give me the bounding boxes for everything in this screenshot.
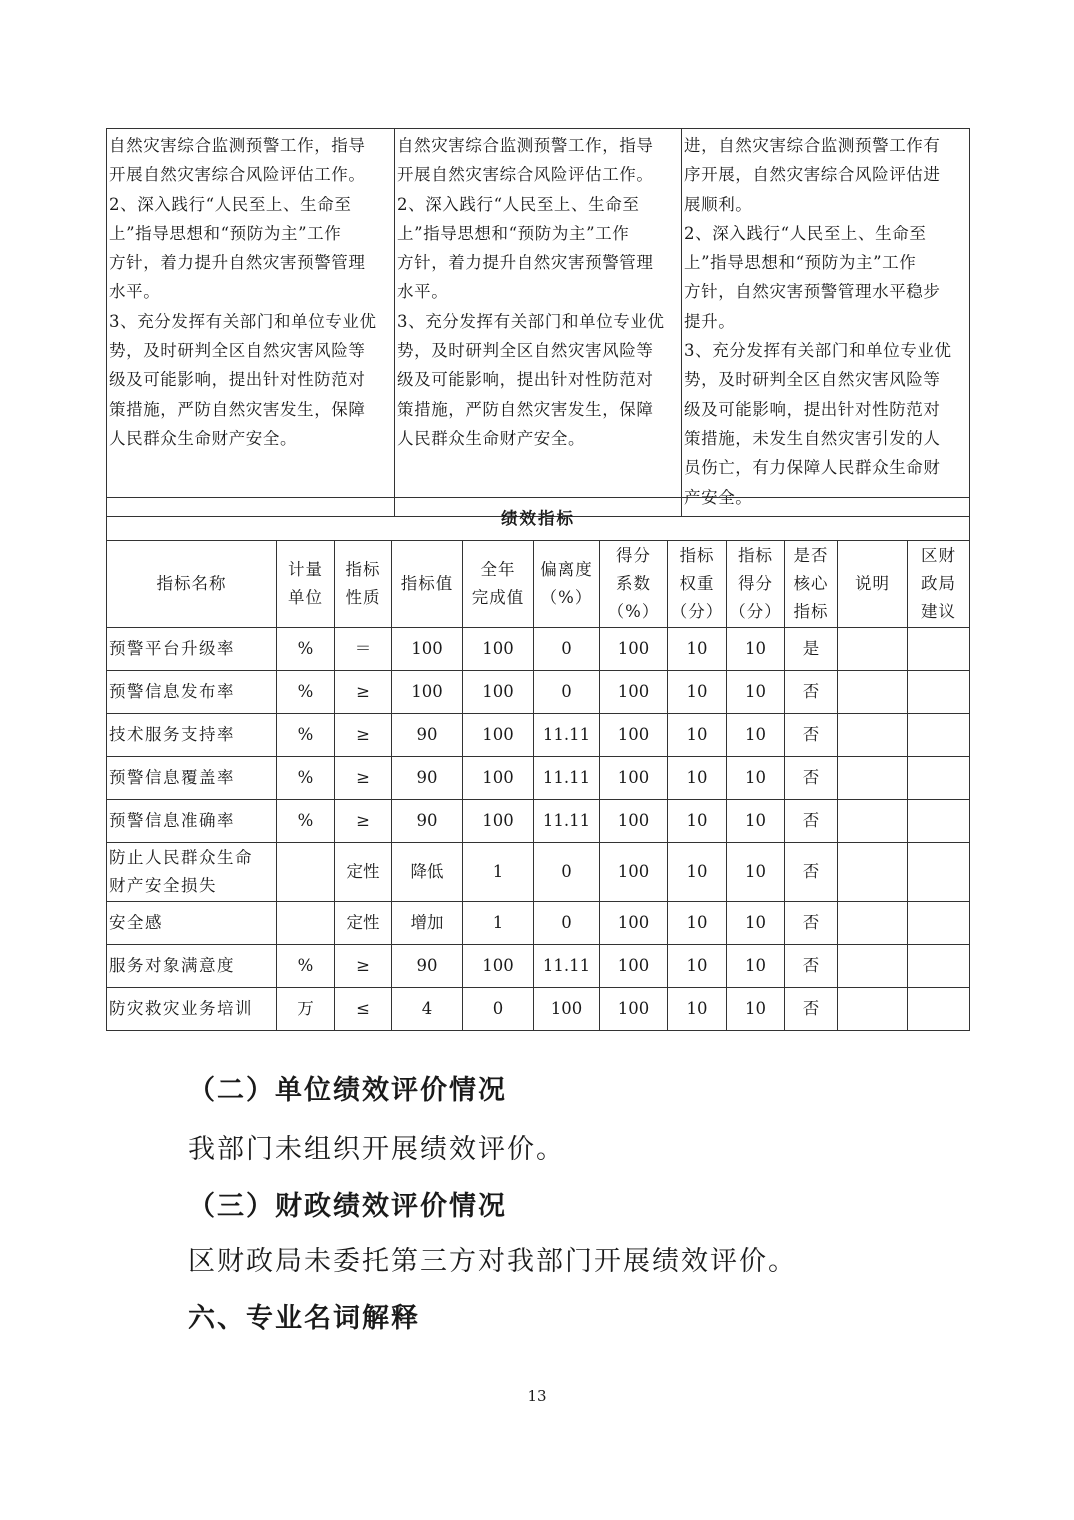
goals-line: 上”指导思想和“预防为主”工作 [109, 223, 342, 243]
cell-deviation: 0 [534, 628, 600, 671]
header-text: 建议 [921, 602, 956, 621]
cell-deviation: 100 [534, 988, 600, 1031]
cell-deviation: 11.11 [534, 800, 600, 843]
indicator-name-cell [107, 902, 277, 945]
cell-coef: 100 [600, 671, 668, 714]
cell-nature: ≥ [335, 945, 392, 988]
cell-target: 降低 [392, 843, 463, 902]
header-indicator-name [107, 541, 277, 628]
header-text: 指标名称 [156, 574, 227, 593]
header-text: （%） [607, 602, 660, 621]
goals-line: 开展自然灾害综合风险评估工作。 [109, 165, 366, 185]
goals-line: 提升。 [684, 311, 736, 331]
goals-line: 2、深入践行“人民至上、生命至 [397, 194, 640, 214]
cell-weight: 10 [668, 988, 727, 1031]
goals-line: 上”指导思想和“预防为主”工作 [684, 253, 917, 273]
indicator-name: 预警信息覆盖率 [109, 768, 235, 787]
header-text: 完成值 [471, 588, 525, 607]
cell-note [838, 843, 908, 902]
goals-line: 策措施，严防自然灾害发生，保障 [397, 399, 654, 419]
header-text: 系数 [616, 574, 651, 593]
cell-advice [908, 988, 970, 1031]
header-text: 指标值 [400, 574, 454, 593]
header-finance-advice [908, 541, 970, 628]
header-is-core [785, 541, 838, 628]
goals-line: 进，自然灾害综合监测预警工作有 [684, 136, 941, 155]
cell-actual: 100 [463, 800, 534, 843]
goals-line: 方针，着力提升自然灾害预警管理 [397, 253, 654, 273]
indicator-name-cell [107, 843, 277, 902]
cell-core: 否 [785, 800, 838, 843]
goals-line: 产安全。 [684, 487, 753, 507]
cell-advice [908, 671, 970, 714]
cell-core: 否 [785, 902, 838, 945]
indicator-name: 安全感 [109, 913, 163, 932]
header-nature [335, 541, 392, 628]
performance-indicators-table [106, 497, 970, 1031]
header-text: （分） [729, 602, 782, 621]
goals-row [107, 129, 970, 517]
header-text: 指标 [738, 546, 773, 565]
indicator-name: 预警信息准确率 [109, 811, 235, 830]
cell-weight: 10 [668, 757, 727, 800]
cell-deviation: 0 [534, 843, 600, 902]
cell-target: 90 [392, 945, 463, 988]
goals-line: 势，及时研判全区自然灾害风险等 [684, 370, 941, 390]
cell-target: 90 [392, 800, 463, 843]
cell-target: 100 [392, 671, 463, 714]
terms-heading: 六、专业名词解释 [188, 1303, 420, 1334]
cell-deviation: 11.11 [534, 757, 600, 800]
cell-actual: 100 [463, 628, 534, 671]
goals-line: 序开展，自然灾害综合风险评估进 [684, 165, 941, 185]
cell-advice [908, 800, 970, 843]
cell-coef: 100 [600, 843, 668, 902]
cell-unit: % [277, 945, 335, 988]
finance-eval-text: 区财政局未委托第三方对我部门开展绩效评价。 [188, 1246, 797, 1277]
goals-line: 3、充分发挥有关部门和单位专业优 [684, 341, 952, 361]
cell-nature: ≤ [335, 988, 392, 1031]
cell-advice [908, 714, 970, 757]
cell-nature: ≥ [335, 714, 392, 757]
cell-advice [908, 628, 970, 671]
cell-score: 10 [727, 988, 785, 1031]
table-row [107, 628, 970, 671]
goals-cell-actual-target [395, 129, 682, 517]
cell-coef: 100 [600, 757, 668, 800]
goals-line: 自然灾害综合监测预警工作，指导 [397, 136, 654, 155]
cell-actual: 100 [463, 945, 534, 988]
cell-target: 90 [392, 757, 463, 800]
cell-core: 否 [785, 714, 838, 757]
cell-score: 10 [727, 800, 785, 843]
header-text: 计量 [288, 560, 323, 579]
goals-line: 水平。 [397, 282, 449, 302]
finance-eval-heading: （三）财政绩效评价情况 [188, 1191, 507, 1222]
unit-eval-text: 我部门未组织开展绩效评价。 [188, 1134, 565, 1165]
cell-deviation: 0 [534, 671, 600, 714]
cell-score: 10 [727, 628, 785, 671]
cell-score: 10 [727, 902, 785, 945]
cell-coef: 100 [600, 902, 668, 945]
cell-score: 10 [727, 757, 785, 800]
cell-unit [277, 902, 335, 945]
goals-cell-completion [682, 129, 970, 517]
unit-eval-heading: （二）单位绩效评价情况 [188, 1075, 507, 1106]
cell-core: 否 [785, 757, 838, 800]
header-text: 是否 [793, 546, 829, 565]
cell-nature: 定性 [335, 843, 392, 902]
header-text: 全年 [480, 560, 516, 579]
cell-actual: 1 [463, 902, 534, 945]
cell-deviation: 11.11 [534, 714, 600, 757]
goals-line: 自然灾害综合监测预警工作，指导 [109, 136, 366, 155]
goals-line: 2、深入践行“人民至上、生命至 [684, 223, 927, 243]
header-text: 政局 [921, 574, 956, 593]
table-row [107, 757, 970, 800]
page-number: 13 [527, 1387, 547, 1405]
goals-line: 员伤亡，有力保障人民群众生命财 [684, 458, 941, 478]
cell-unit: % [277, 800, 335, 843]
indicator-name-cell [107, 800, 277, 843]
cell-actual: 0 [463, 988, 534, 1031]
cell-unit: % [277, 671, 335, 714]
cell-unit: 万 [277, 988, 335, 1031]
goals-line: 人民群众生命财产安全。 [109, 428, 298, 448]
cell-actual: 1 [463, 843, 534, 902]
indicator-name-cell [107, 757, 277, 800]
cell-weight: 10 [668, 843, 727, 902]
cell-unit: % [277, 628, 335, 671]
cell-note [838, 800, 908, 843]
indicator-name: 防止人民群众生命 [109, 848, 253, 867]
cell-actual: 100 [463, 714, 534, 757]
indicator-name-cell [107, 988, 277, 1031]
cell-nature: 定性 [335, 902, 392, 945]
goals-table [106, 128, 970, 517]
cell-score: 10 [727, 945, 785, 988]
indicator-name-cell [107, 945, 277, 988]
cell-note [838, 671, 908, 714]
goals-line: 2、深入践行“人民至上、生命至 [109, 194, 352, 214]
indicators-title: 绩效指标 [107, 498, 970, 541]
cell-unit: % [277, 757, 335, 800]
header-text: 指标 [345, 560, 381, 579]
header-note [838, 541, 908, 628]
header-score [727, 541, 785, 628]
table-row [107, 988, 970, 1031]
table-row [107, 902, 970, 945]
indicator-name: 技术服务支持率 [109, 725, 235, 744]
cell-core: 否 [785, 671, 838, 714]
goals-line: 水平。 [109, 282, 161, 302]
cell-coef: 100 [600, 714, 668, 757]
cell-weight: 10 [668, 628, 727, 671]
table-row [107, 671, 970, 714]
goals-line: 级及可能影响，提出针对性防范对 [684, 399, 941, 419]
cell-note [838, 945, 908, 988]
header-text: 权重 [679, 574, 715, 593]
cell-score: 10 [727, 714, 785, 757]
cell-weight: 10 [668, 800, 727, 843]
cell-target: 4 [392, 988, 463, 1031]
header-text: 得分 [616, 546, 651, 565]
cell-note [838, 902, 908, 945]
cell-core: 否 [785, 988, 838, 1031]
table-row [107, 945, 970, 988]
goals-line: 级及可能影响，提出针对性防范对 [397, 370, 654, 390]
goals-line: 3、充分发挥有关部门和单位专业优 [109, 311, 377, 331]
cell-target: 增加 [392, 902, 463, 945]
cell-nature: ≥ [335, 671, 392, 714]
indicator-name: 预警平台升级率 [109, 639, 235, 658]
indicator-name: 防灾救灾业务培训 [109, 999, 253, 1018]
header-text: 得分 [738, 574, 773, 593]
cell-note [838, 714, 908, 757]
cell-unit: % [277, 714, 335, 757]
cell-weight: 10 [668, 902, 727, 945]
header-annual-actual [463, 541, 534, 628]
header-text: 指标 [793, 602, 829, 621]
indicator-name: 服务对象满意度 [109, 956, 235, 975]
cell-coef: 100 [600, 800, 668, 843]
goals-line: 方针，自然灾害预警管理水平稳步 [684, 282, 941, 302]
header-text: 单位 [288, 588, 323, 607]
cell-note [838, 628, 908, 671]
cell-advice [908, 902, 970, 945]
goals-cell-annual-target [107, 129, 395, 517]
cell-deviation: 11.11 [534, 945, 600, 988]
goals-line: 级及可能影响，提出针对性防范对 [109, 370, 366, 390]
goals-line: 3、充分发挥有关部门和单位专业优 [397, 311, 665, 331]
indicators-title-row [107, 498, 970, 541]
cell-core: 是 [785, 628, 838, 671]
cell-coef: 100 [600, 945, 668, 988]
cell-core: 否 [785, 945, 838, 988]
table-row [107, 843, 970, 902]
header-text: （%） [540, 588, 593, 607]
indicator-name-cell [107, 671, 277, 714]
header-deviation [534, 541, 600, 628]
goals-line: 方针，着力提升自然灾害预警管理 [109, 253, 366, 273]
cell-score: 10 [727, 843, 785, 902]
cell-note [838, 757, 908, 800]
cell-core: 否 [785, 843, 838, 902]
goals-line: 策措施，未发生自然灾害引发的人 [684, 428, 941, 448]
goals-line: 势，及时研判全区自然灾害风险等 [109, 341, 366, 361]
header-target-value [392, 541, 463, 628]
cell-actual: 100 [463, 671, 534, 714]
goals-line: 势，及时研判全区自然灾害风险等 [397, 341, 654, 361]
cell-target: 90 [392, 714, 463, 757]
cell-nature: ＝ [335, 628, 392, 671]
header-text: 区财 [921, 546, 956, 565]
indicators-header-row [107, 541, 970, 628]
header-unit [277, 541, 335, 628]
header-text: 偏离度 [540, 560, 593, 579]
indicator-name-cell [107, 714, 277, 757]
cell-nature: ≥ [335, 757, 392, 800]
cell-nature: ≥ [335, 800, 392, 843]
cell-score: 10 [727, 671, 785, 714]
cell-note [838, 988, 908, 1031]
indicator-name: 预警信息发布率 [109, 682, 235, 701]
goals-line: 人民群众生命财产安全。 [397, 428, 586, 448]
goals-line: 策措施，严防自然灾害发生，保障 [109, 399, 366, 419]
goals-line: 开展自然灾害综合风险评估工作。 [397, 165, 654, 185]
cell-coef: 100 [600, 988, 668, 1031]
cell-coef: 100 [600, 628, 668, 671]
cell-deviation: 0 [534, 902, 600, 945]
header-text: 核心 [793, 574, 829, 593]
header-score-coef [600, 541, 668, 628]
goals-line: 上”指导思想和“预防为主”工作 [397, 223, 630, 243]
cell-actual: 100 [463, 757, 534, 800]
indicator-name-cell [107, 628, 277, 671]
header-weight [668, 541, 727, 628]
cell-weight: 10 [668, 671, 727, 714]
cell-weight: 10 [668, 714, 727, 757]
header-text: 指标 [679, 546, 715, 565]
cell-advice [908, 757, 970, 800]
goals-line: 展顺利。 [684, 194, 753, 214]
cell-advice [908, 945, 970, 988]
table-row [107, 800, 970, 843]
header-text: 说明 [855, 574, 890, 593]
header-text: （分） [670, 602, 724, 621]
header-text: 性质 [345, 588, 381, 607]
cell-advice [908, 843, 970, 902]
cell-unit [277, 843, 335, 902]
cell-weight: 10 [668, 945, 727, 988]
table-row [107, 714, 970, 757]
indicator-name: 财产安全损失 [109, 876, 217, 895]
cell-target: 100 [392, 628, 463, 671]
